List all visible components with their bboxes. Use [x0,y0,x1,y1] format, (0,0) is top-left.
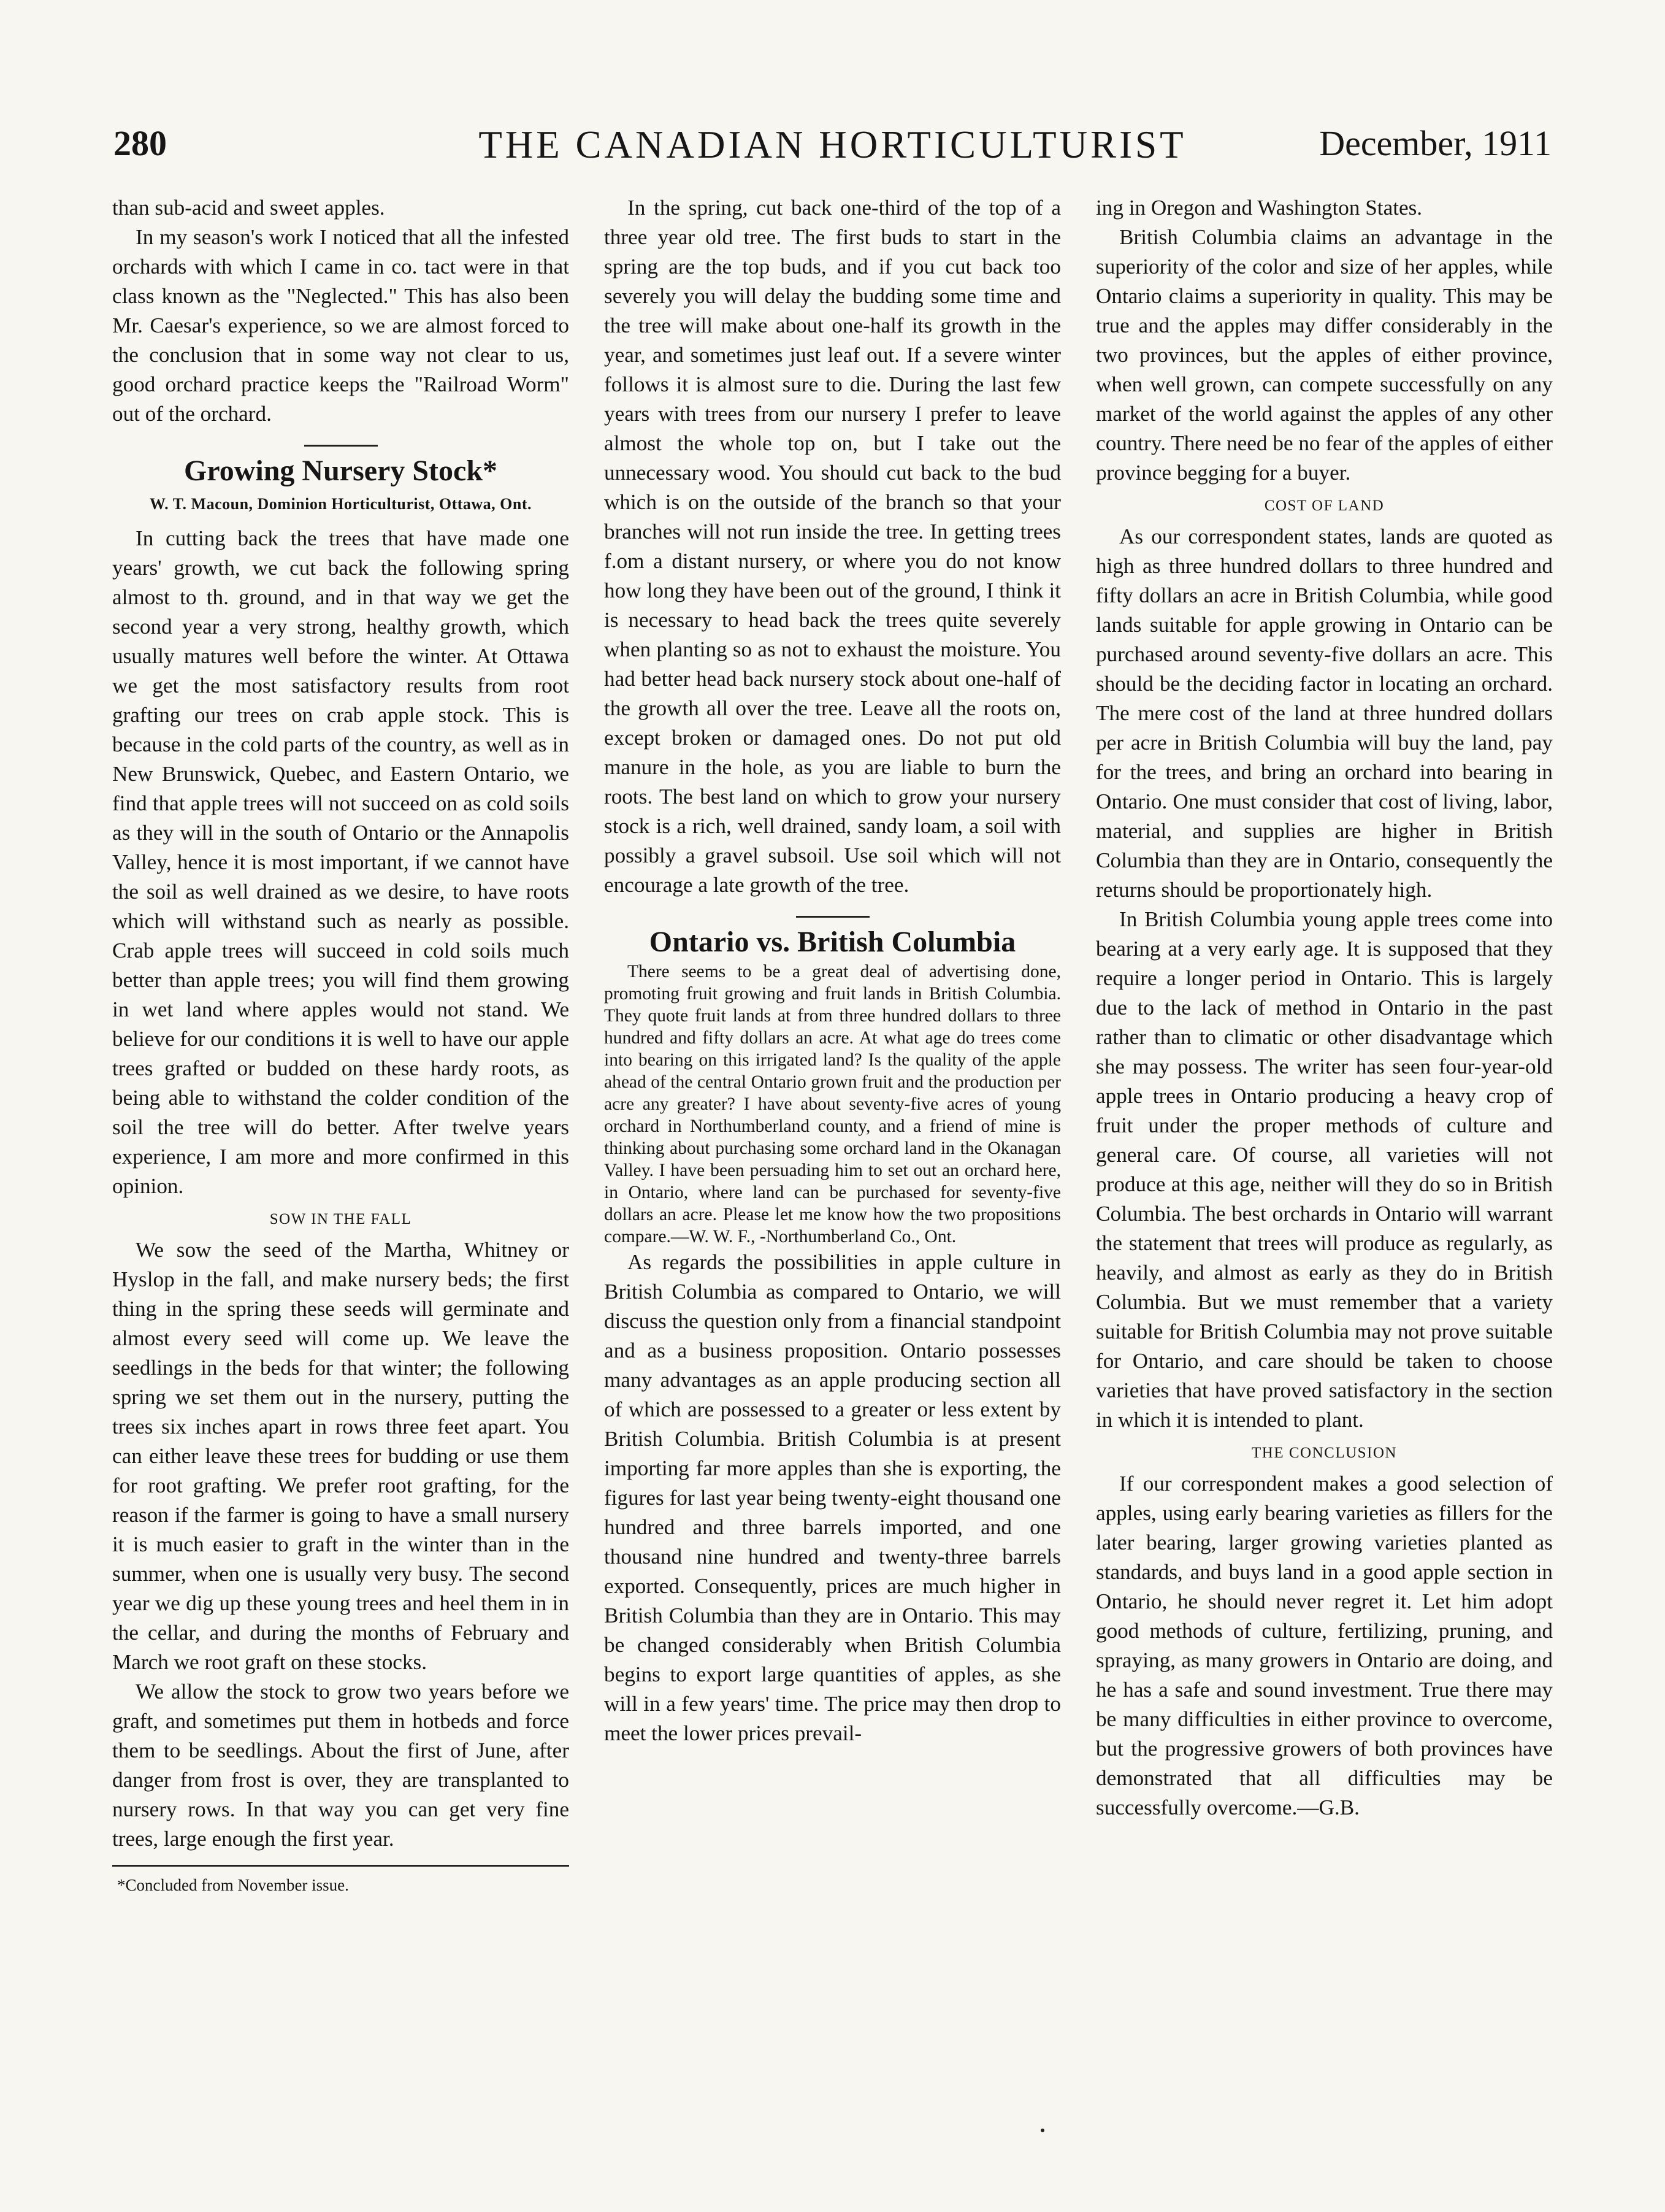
footnote-divider [112,1865,569,1867]
column-1 [112,193,569,1900]
page-header [113,123,1552,190]
body-paragraph: We allow the stock to grow two years before we graft, and sometimes put them in hotbeds and force them to be seedlings. About the first of June, after danger from frost is over, they are transplanted to nursery rows. In that way you can get very fine trees, large enough the first year. [112,1680,569,1851]
reader-letter [604,961,1061,1248]
print-speck [1041,2129,1044,2132]
body-paragraph: In British Columbia young apple trees come into bearing at a very early age. It is supposed that they require a longer period in Ontario. This is largely due to the lack of method in Ontario in the past rather than to climatic or other disadvantage which she may possess. The writer has seen four-year-old apple trees in Ontario producing a heavy crop of fruit under the proper methods of culture and general care. Of course, all varieties will not produce at this age, neither will they do so in British Columbia. The best orchards in Ontario will warrant the statement that trees will produce as regularly, as heavily, and almost as early as they do in British Columbia. But we must remember that a variety suitable for British Columbia may not prove suitable for Ontario, and care should be taken to choose varieties that have proved satisfactory in the section in which it is intended to plant. [1096,907,1553,1432]
body-paragraph: We sow the seed of the Martha, Whitney or Hyslop in the fall, and make nursery beds; the first thing in the spring these seeds will germinate and almost every seed will come up. We leave the seedlings in the beds for that winter; the following spring we set them out in the nursery, putting the trees six inches apart in rows three feet apart. You can either leave these trees for budding or use them for root grafting. We prefer root grafting, for the reason if the farmer is going to have a small nursery it is much easier to graft in the winter than in the summer, when one is usually very busy. The second year we dig up these young trees and heel them in in the cellar, and during the months of February and March we root graft on these stocks. [112,1238,569,1674]
column-2 [604,193,1061,1748]
body-paragraph: As our correspondent states, lands are quoted as high as three hundred dollars to three hundred and fifty dollars an acre in British Columbia, while good lands suitable for apple growing in Ontario can be purchased around seventy-five dollars an acre. This should be the deciding factor in locating an orchard. The mere cost of the land at three hundred dollars per acre in British Columbia will buy the land, pay for the trees, and bring an orchard into bearing in Ontario. One must consider that cost of living, labor, material, and supplies are higher in British Columbia than they are in Ontario, consequently the returns should be proportionately high. [1096,524,1553,902]
footnote: *Concluded from November issue. [117,1876,349,1894]
letter-paragraph: There seems to be a great deal of advertising done, promoting fruit growing and fruit lands in British Columbia. They quote fruit lands at from three hundred dollars to three hundred and fifty dollars an acre. At what age do trees come into bearing on this irrigated land? Is the quality of the apple ahead of the central Ontario grown fruit and the production per acre any greater? I have about seventy-five acres of young orchard in Northumberland county, and a friend of mine is thinking about purchasing some orchard land in the Okanagan Valley. I have been persuading him to set out an orchard here, in Ontario, where land can be purchased for seventy-five dollars an acre. Please let me know how the two propositions compare.—W. W. F., -Northumberland Co., Ont. [604,962,1061,1246]
article-title-nursery-stock: Growing Nursery Stock* [183,455,498,487]
body-paragraph: British Columbia claims an advantage in the superiority of the color and size of her apples, while Ontario claims a superiority in quality. This may be true and the apples may differ considerably in the two provinces, but the apples of either province, when well grown, can compete successfully on any market of the world against the apples of any other country. There need be no fear of the apples of either province begging for a buyer. [1096,225,1553,485]
subheading-cost-of-land: COST OF LAND [1264,497,1385,514]
body-paragraph: If our correspondent makes a good selection of apples, using early bearing varieties as fillers for the later bearing, larger growing varieties planted as standards, and buys land in a good apple section in Ontario, he should never regret it. Let him adopt good methods of culture, fertilizing, pruning, and spraying, as many growers in Ontario are doing, and he has a safe and sound investment. True there may be many difficulties in either province to overcome, but the progressive growers of both provinces have demonstrated that all difficulties may be successfully overcome.—G.B. [1096,1472,1553,1819]
subheading-sow-in-the-fall: SOW IN THE FALL [269,1211,412,1227]
continued-paragraph: than sub-acid and sweet apples. [112,196,385,220]
section-divider [796,916,870,918]
byline: W. T. Macoun, Dominion Horticulturist, Ottawa, Ont. [149,495,532,513]
page-number: 280 [113,123,167,163]
section-divider [304,445,378,447]
article-title-ontario-vs-bc: Ontario vs. British Columbia [649,926,1016,958]
subheading-the-conclusion: THE CONCLUSION [1252,1445,1397,1461]
journal-title: THE CANADIAN HORTICULTURIST [478,123,1187,166]
body-paragraph: In the spring, cut back one-third of the top of a three year old tree. The first buds to start in the spring are the top buds, and if you cut back too severely you will delay the budding some time and the tree will make about one-half its growth in the year, and sometimes just leaf out. If a severe winter follows it is almost sure to die. During the last few years with trees from our nursery I prefer to leave almost the whole top on, but I take out the unnecessary wood. You should cut back to the bud which is on the outside of the branch so that your branches will not run inside the tree. In getting trees f.om a distant nursery, or where you do not know how long they have been out of the ground, I think it is necessary to head back the trees quite severely when planting so as not to exhaust the moisture. You had better head back nursery stock about one-half of the growth all over the tree. Leave all the roots on, except broken or damaged ones. Do not put old manure in the hole, as you are liable to burn the roots. The best land on which to grow your nursery stock is a rich, well drained, sandy loam, a soil with possibly a gravel subsoil. Use soil which will not encourage a late growth of the tree. [604,196,1061,897]
column-3 [1096,193,1553,1822]
body-paragraph: In cutting back the trees that have made one years' growth, we cut back the following spring almost to th. ground, and in that way we get the second year a very strong, healthy growth, which usually matures well before the winter. At Ottawa we get the most satisfactory results from root grafting our trees on crab apple stock. This is because in the cold parts of the country, as well as in New Brunswick, Quebec, and Eastern Ontario, we find that apple trees will not succeed on as cold soils as they will in the south of Ontario or the Annapolis Valley, hence it is most important, if we cannot have the soil as well drained as we desire, to have roots which will withstand such as nearly as possible. Crab apple trees will succeed in cold soils much better than apple trees; you will find them growing in wet land where apples would not stand. We believe for our conditions it is well to have our apple trees grafted or budded on these hardy roots, as being able to withstand the colder condition of the soil the tree will do better. After twelve years experience, I am more and more confirmed in this opinion. [112,526,569,1198]
issue-date: December, 1911 [1319,123,1552,163]
continued-paragraph: In my season's work I noticed that all the infested orchards with which I came in co. tact were in that class known as the "Neglected." This has also been Mr. Caesar's experience, so we are almost forced to the conclusion that in some way not clear to us, good orchard practice keeps the "Railroad Worm" out of the orchard. [112,225,569,426]
body-paragraph: As regards the possibilities in apple culture in British Columbia as compared to Ontario, we will discuss the question only from a financial standpoint and as a business proposition. Ontario possesses many advantages as an apple producing section all of which are possessed to a greater or less extent by British Columbia. British Columbia is at present importing far more apples than she is exporting, the figures for last year being twenty-eight thousand one hundred and three barrels imported, and one thousand nine hundred and twenty-three barrels exported. Consequently, prices are much higher in British Columbia than they are in Ontario. This may be changed considerably when British Columbia begins to export large quantities of apples, as she will in a few years' time. The price may then drop to meet the lower prices prevail- [604,1250,1061,1745]
continued-paragraph: ing in Oregon and Washington States. [1096,196,1423,220]
